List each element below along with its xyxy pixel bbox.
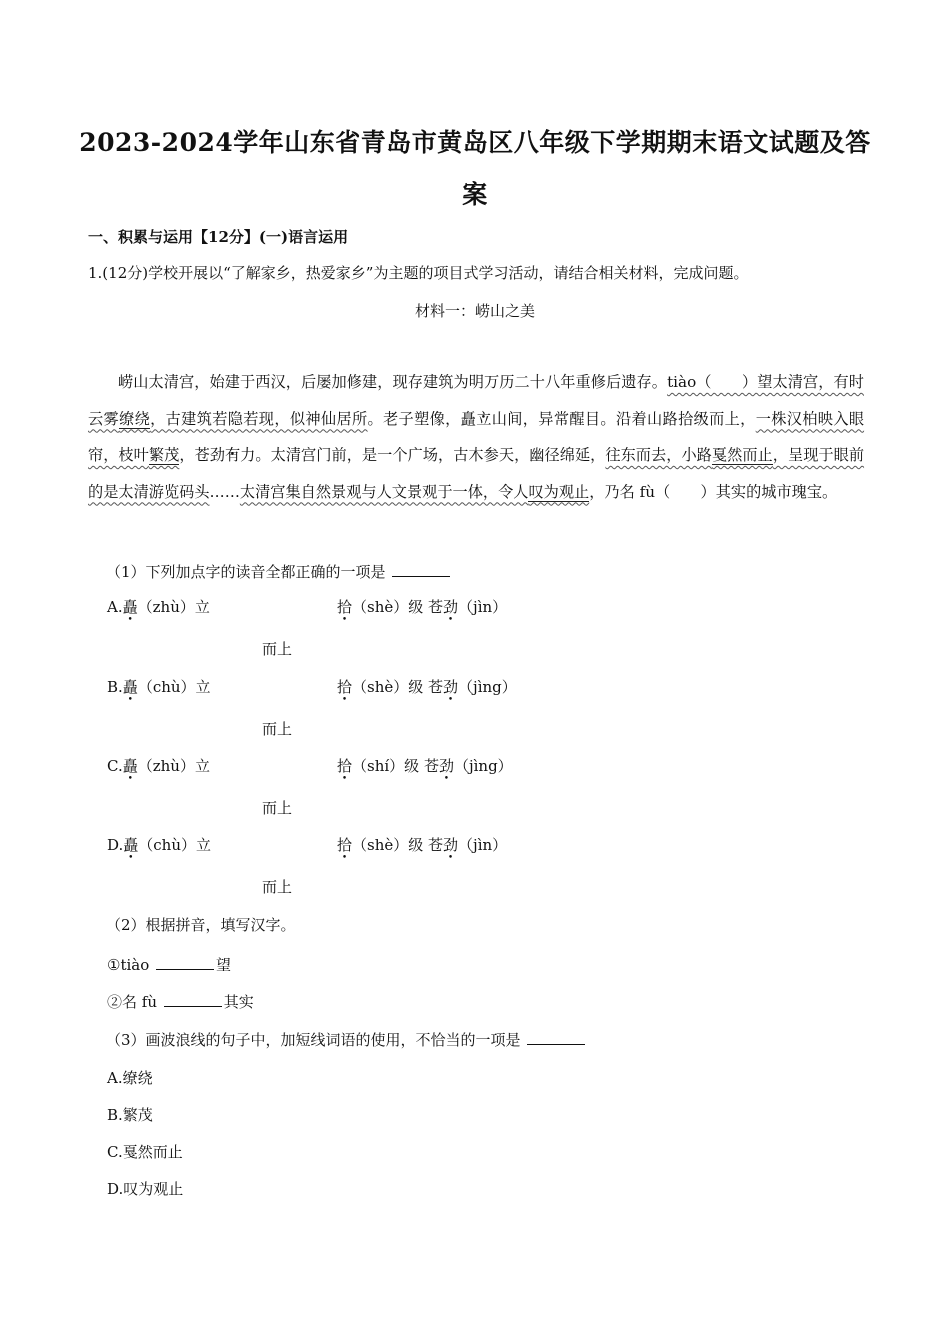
passage-wavy-sentence-2: 一株汉柏映入眼帘，枝叶繁茂 [88, 409, 865, 464]
passage-wavy-sentence-4: 太清宫集自然景观与人文景观于一体，令人叹为观止 [239, 482, 590, 501]
option-d-tail: 而上 [262, 878, 293, 896]
answer-blank-1[interactable] [392, 562, 450, 577]
underlined-word-tanweiguanzhi: 叹为观止 [528, 482, 590, 501]
option3-a[interactable]: A.缭绕 [107, 1069, 153, 1087]
option-a-part1[interactable]: A.矗（zhù）立 [107, 598, 210, 616]
option-b-tail: 而上 [262, 720, 293, 738]
answer-blank-2-2[interactable] [164, 992, 222, 1007]
option3-b[interactable]: B.繁茂 [107, 1106, 153, 1124]
passage-wavy-sentence-3: 往东而去，小路戛然而止，呈现于眼前的是太清游览码头 [88, 446, 865, 501]
passage-wavy-sentence-1: tiào（ ）望太清宫，有时云雾缭绕，古建筑若隐若现，似神仙居所 [88, 373, 864, 428]
answer-blank-3[interactable] [527, 1030, 585, 1045]
option-b-part2[interactable]: 拾（shè）级 苍劲（jìng） [337, 678, 517, 696]
sub-question-3: （3）画波浪线的句子中，加短线词语的使用，不恰当的一项是 [106, 1029, 587, 1050]
dotted-char-shi: 拾 • [678, 410, 694, 428]
sub-question-2: （2）根据拼音，填写汉字。 [106, 916, 296, 934]
option-a-tail: 而上 [262, 640, 293, 658]
option3-d[interactable]: D.叹为观止 [107, 1180, 184, 1198]
section-heading: 一、积累与运用【12分】(一)语言运用 [88, 228, 349, 246]
fill-item-1: ①tiào 望 [107, 956, 232, 974]
reading-passage: 崂山太清宫，始建于西汉，后屡加修建，现存建筑为明万历二十八年重修后遗存。tiào（ ）望太清宫，有时云雾缭绕，古建筑若隐若现，似神仙居所。老子塑像，矗 •立山间，异常醒目。沿着山路拾 •级而上，一株汉柏映入眼帘，枝叶繁茂，苍劲 •有力。太清宫门前，是一个广场，古木参天，幽径绵延，往东而去，小路戛然而止，呈现于眼前的是太清游览码头……太清宫集自然景观与人文景观于一体，令人叹为观止，乃名 fù（ ）其实的城市瑰宝。 [88, 364, 864, 510]
sub-question-1: （1）下列加点字的读音全都正确的一项是 [106, 561, 452, 582]
dotted-char-jin: 劲 • [210, 446, 225, 464]
underlined-word-liaorao: 缭绕 [119, 409, 151, 428]
option3-c[interactable]: C.戛然而止 [107, 1143, 183, 1161]
answer-blank-2-1[interactable] [156, 955, 214, 970]
material-title: 材料一：崂山之美 [414, 302, 535, 320]
document-title-line-2: 案 [462, 180, 488, 209]
passage-text: 崂山太清宫，始建于西汉，后屡加修建，现存建筑为明万历二十八年重修后遗存。 [118, 373, 668, 391]
document-title-line-1: 2023-2024学年山东省青岛市黄岛区八年级下学期期末语文试题及答 [79, 128, 871, 157]
option-d-part2[interactable]: 拾（shè）级 苍劲（jìn） [337, 836, 508, 854]
option-c-part2[interactable]: 拾（shí）级 苍劲（jìng） [337, 757, 513, 775]
option-c-tail: 而上 [262, 799, 293, 817]
question-1-intro: 1.(12分)学校开展以“了解家乡，热爱家乡”为主题的项目式学习活动，请结合相关材料，完成问题。 [88, 264, 749, 282]
option-d-part1[interactable]: D.矗（chù）立 [107, 836, 212, 854]
underlined-word-jiaranerzhi: 戛然而止 [711, 446, 773, 464]
dotted-char-chu: 矗 • [461, 410, 477, 428]
option-a-part2[interactable]: 拾（shè）级 苍劲（jìn） [337, 598, 508, 616]
option-b-part1[interactable]: B.矗（chù）立 [107, 678, 211, 696]
underlined-word-fanmao: 繁茂 [148, 446, 180, 464]
option-c-part1[interactable]: C.矗（zhù）立 [107, 757, 210, 775]
fill-item-2: ②名 fù 其实 [107, 993, 254, 1011]
